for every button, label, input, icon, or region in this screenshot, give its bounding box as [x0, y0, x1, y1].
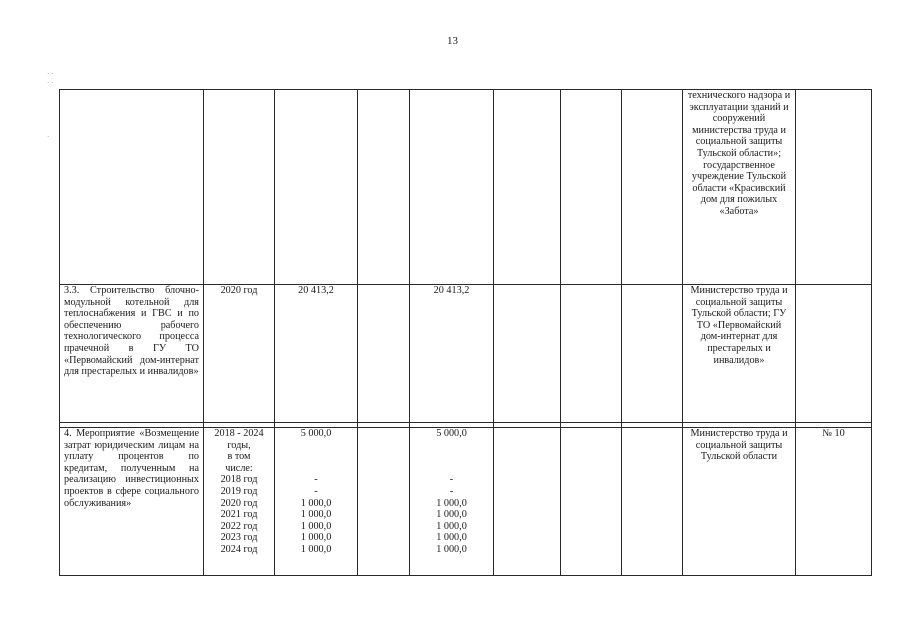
funding-line: 1 000,0: [436, 497, 467, 509]
period-line: 2018 - 2024: [214, 428, 264, 439]
event-name-cell: 4. Мероприятие «Возмещение затрат юридическим лицам на уплату процентов по кредитам, полученным на реализацию инвестиционных проектов в сфере социального обслуживания»: [60, 428, 204, 576]
funding-cell: [622, 285, 683, 423]
period-line: 2021 год: [220, 509, 258, 521]
funding-cell: [561, 428, 622, 576]
total-line: 1 000,0: [300, 543, 332, 555]
funding-cell: [494, 428, 561, 576]
funding-cell: [622, 90, 683, 285]
table-row: [60, 285, 872, 423]
period-line: 2023 год: [220, 532, 258, 544]
period-line: в том: [227, 451, 251, 463]
table-row: [60, 428, 872, 576]
funding-line: 1 000,0: [436, 520, 467, 532]
funding-line: -: [449, 485, 454, 497]
funding-line: 1 000,0: [436, 543, 467, 555]
event-name-cell: 3.3. Строительство блочно-модульной котельной для теплоснабжения и ГВС и по обеспечению рабочего технологического процесса прачечной в ГУ ТО «Первомайский дом-интернат для престарелых и инвалидов»: [60, 285, 204, 423]
funding-line: -: [449, 474, 454, 486]
funding-line: [414, 451, 489, 463]
page-number: 13: [447, 35, 458, 47]
total-line: -: [314, 485, 318, 497]
total-line: 1 000,0: [300, 509, 332, 521]
total-line: [279, 440, 353, 452]
total-line: 5 000,0: [300, 428, 332, 439]
executor-cell: Министерство труда и социальной защиты Тульской области: [683, 428, 796, 576]
total-line: [279, 463, 353, 475]
result-cell: [796, 90, 872, 285]
funding-cell: 20 413,2: [410, 285, 494, 423]
event-name-cell: [60, 90, 204, 285]
funding-cell: [561, 285, 622, 423]
total-line: 1 000,0: [300, 497, 332, 509]
funding-line: [414, 440, 489, 452]
funding-line: [414, 463, 489, 475]
total-line: [279, 451, 353, 463]
total-line: -: [314, 474, 318, 486]
result-cell: № 10: [796, 428, 872, 576]
funding-cell: [622, 428, 683, 576]
funding-line: 5 000,0: [436, 428, 467, 439]
period-cell: 2020 год: [204, 285, 275, 423]
total-cell: [275, 90, 358, 285]
funding-cell: [494, 285, 561, 423]
program-table: [59, 89, 872, 576]
period-line: 2022 год: [220, 520, 258, 532]
funding-cell: [410, 428, 494, 576]
funding-cell: [358, 428, 410, 576]
scan-marks: · · · · ·: [47, 70, 54, 141]
period-cell: [204, 428, 275, 576]
period-line: 2018 год: [220, 474, 258, 486]
table-row: [60, 90, 872, 285]
executor-cell: технического надзора и эксплуатации зданий и сооружений министерства труда и социальной защиты Тульской области»; государственное учреждение Тульской области «Красивский дом для пожилых «Забота»: [683, 90, 796, 285]
period-line: 2020 год: [220, 497, 258, 509]
funding-cell: [358, 90, 410, 285]
funding-cell: [494, 90, 561, 285]
total-cell: 20 413,2: [275, 285, 358, 423]
period-cell: [204, 90, 275, 285]
total-cell: [275, 428, 358, 576]
total-line: 1 000,0: [300, 532, 332, 544]
executor-cell: Министерство труда и социальной защиты Тульской области; ГУ ТО «Первомайский дом-интернат для престарелых и инвалидов»: [683, 285, 796, 423]
period-line: годы,: [227, 439, 251, 451]
period-line: числе:: [225, 462, 253, 474]
period-line: 2019 год: [220, 485, 258, 497]
period-line: 2024 год: [220, 543, 258, 555]
funding-cell: [410, 90, 494, 285]
funding-cell: [561, 90, 622, 285]
funding-cell: [358, 285, 410, 423]
total-line: 1 000,0: [300, 520, 332, 532]
result-cell: [796, 285, 872, 423]
funding-line: 1 000,0: [436, 532, 467, 544]
funding-line: 1 000,0: [436, 509, 467, 521]
